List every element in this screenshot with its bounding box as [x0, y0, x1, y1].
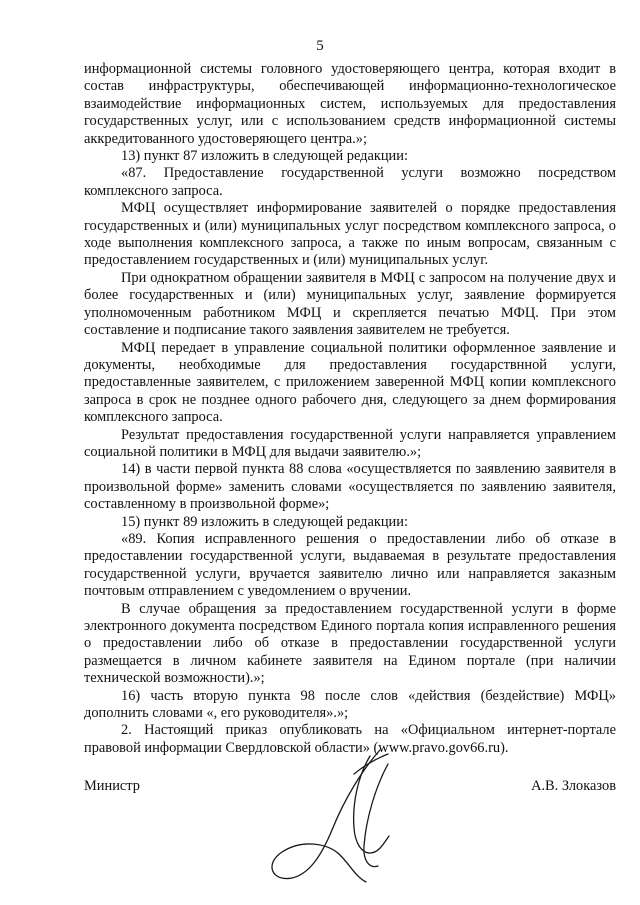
signer-title: Министр: [84, 778, 140, 794]
paragraph-clause-87: «87. Предоставление государственной услуги возможно посредством комплексного запроса.: [84, 165, 616, 199]
signer-name: А.В. Злоказов: [531, 778, 616, 794]
paragraph-mfc-transfer: МФЦ передает в управление социальной политики оформленное заявление и документы, необходимые для предоставления государствнной услуги, предоставленные заявителем, с приложением заверенной МФЦ копии комплексного запроса в срок не позднее одного рабочего дня, следующего за днем формирования комплексного запроса.: [84, 339, 616, 426]
paragraph-item-16: 16) часть вторую пункта 98 после слов «действия (бездействие) МФЦ» дополнить словами «, его руководителя».»;: [84, 687, 616, 722]
handwritten-signature: [262, 742, 412, 892]
paragraph-continuation: информационной системы головного удостоверяющего центра, которая входит в состав инфраструктуры, обеспечивающей информационно-технологическое взаимодействие информационных систем, используемых для предоставления государственных услуг, или с использованием средств информационной системы аккредитованного удостоверяющего центра.»;: [84, 61, 616, 147]
paragraph-item-13: 13) пункт 87 изложить в следующей редакции:: [121, 148, 408, 165]
paragraph-mfc-informing: МФЦ осуществляет информирование заявителей о порядке предоставления государственных и (или) муниципальных услуг посредством комплексного запроса, о ходе выполнения комплексного запроса, а также по иным вопросам, связанным с предоставлением государственных и (или) муниципальных услуг.: [84, 200, 616, 269]
paragraph-single-request: При однократном обращении заявителя в МФЦ с запросом на получение двух и более государственных и (или) муниципальных услуг, заявление формируется уполномоченным работником МФЦ и скрепляется печатью МФЦ. При этом составление и подписание такого заявления заявителем не требуется.: [84, 269, 616, 339]
paragraph-item-14: 14) в части первой пункта 88 слова «осуществляется по заявлению заявителя в произвольной форме» заменить словами «осуществляется по заявлению заявителя, составленному в произвольной форме»;: [84, 461, 616, 513]
document-body: [84, 61, 616, 757]
paragraph-result: Результат предоставления государственной услуги направляется управлением социальной политики в МФЦ для выдачи заявителю.»;: [84, 426, 616, 460]
paragraph-electronic-request: В случае обращения за предоставлением государственной услуги в форме электронного документа посредством Единого портала копия исправленного решения о предоставлении либо об отказе в предоставлении государственной услуги размещается в личном кабинете заявителя на Едином портале (при наличии технической возможности).»;: [84, 600, 616, 687]
paragraph-publication: 2. Настоящий приказ опубликовать на «Официальном интернет-портале правовой информации Свердловской области» (www.pravo.gov66.ru).: [84, 722, 616, 756]
paragraph-clause-89: «89. Копия исправленного решения о предоставлении либо об отказе в предоставлении государственной услуги, выдаваемая в результате предоставления государственной услуги, вручается заявителю лично или направляется заказным почтовым отправлением с уведомлением о вручении.: [84, 530, 616, 600]
paragraph-item-15: 15) пункт 89 изложить в следующей редакции:: [121, 513, 408, 530]
page-number: 5: [316, 38, 324, 54]
